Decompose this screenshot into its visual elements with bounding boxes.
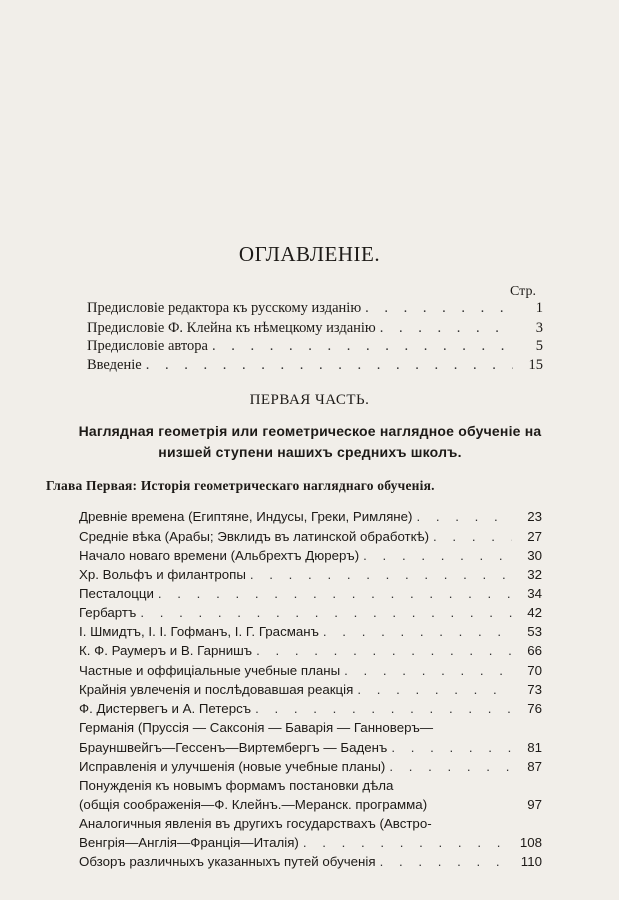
- toc-entry-page: 110: [520, 854, 542, 869]
- dot-leader: [140, 603, 512, 623]
- dot-leader: [391, 738, 512, 758]
- dot-leader: [416, 507, 512, 527]
- toc-entry[interactable]: [79, 546, 542, 566]
- toc-entry-label: Предисловіе автора: [87, 338, 208, 354]
- dot-leader: [256, 641, 512, 661]
- toc-entry-germany-line-1[interactable]: Германія (Пруссія — Саксонія — Баварія — Ганноверъ—: [79, 720, 434, 735]
- toc-entry-label: Песталоцци: [79, 586, 154, 601]
- dot-leader: [389, 757, 512, 777]
- toc-entry[interactable]: [79, 622, 542, 642]
- toc-entry[interactable]: [79, 584, 542, 604]
- toc-entry-page: 32: [527, 567, 542, 582]
- toc-entry-page: 81: [527, 740, 542, 755]
- dot-leader: [380, 318, 513, 338]
- toc-entry[interactable]: [79, 565, 542, 585]
- toc-entry-page: 87: [527, 759, 542, 774]
- toc-entry-page: 53: [527, 624, 542, 639]
- toc-entry-page: 76: [527, 701, 542, 716]
- toc-entry-label: Частные и оффиціальные учебные планы: [79, 663, 341, 678]
- toc-entry[interactable]: [79, 527, 542, 547]
- toc-entry-page: 30: [527, 548, 542, 563]
- dot-leader: [303, 833, 512, 853]
- toc-entry[interactable]: [79, 680, 542, 700]
- dot-leader: [323, 622, 512, 642]
- toc-entry-push-line-2[interactable]: (общія соображенія—Ф. Клейнъ.—Меранск. программа): [79, 797, 428, 812]
- toc-entry-analog-line-1[interactable]: Аналогичныя явленія въ другихъ государствахъ (Австро-: [79, 816, 432, 831]
- toc-entry-page: 70: [527, 663, 542, 678]
- dot-leader: [363, 546, 512, 566]
- toc-entry[interactable]: [79, 852, 542, 872]
- toc-entry-page: 23: [527, 509, 542, 524]
- toc-entry-label: Предисловіе редактора къ русскому изданію: [87, 300, 362, 316]
- toc-entry-label: Гербартъ: [79, 605, 137, 620]
- part-subtitle-line-2: низшей ступени нашихъ среднихъ школъ.: [158, 444, 462, 460]
- dot-leader: [365, 298, 513, 318]
- toc-entry[interactable]: [87, 336, 543, 356]
- toc-entry-page: 5: [535, 338, 543, 354]
- toc-entry-page: 1: [535, 300, 543, 316]
- toc-entry-germany[interactable]: [79, 738, 542, 758]
- toc-entry-label: Введеніе: [87, 357, 142, 373]
- dot-leader: [146, 355, 513, 375]
- toc-entry-label: Венгрія—Англія—Франція—Италія): [79, 835, 299, 850]
- dot-leader: [380, 852, 512, 872]
- toc-entry-label: Хр. Вольфъ и филантропы: [79, 567, 246, 582]
- toc-entry-label: Начало новаго времени (Альбрехтъ Дюреръ): [79, 548, 360, 563]
- toc-entry-page: 27: [527, 529, 542, 544]
- toc-entry-label: Крайнія увлеченія и послѣдовавшая реакція: [79, 682, 354, 697]
- toc-entry-page: 73: [527, 682, 542, 697]
- toc-entry-label: Средніе вѣка (Арабы; Эвклидъ въ латинской обработкѣ): [79, 529, 430, 544]
- toc-entry-analog[interactable]: [79, 833, 542, 853]
- chapter-title: Глава Первая: Исторія геометрическаго нагляднаго обученія.: [46, 478, 435, 493]
- toc-entry[interactable]: [87, 318, 543, 338]
- toc-entry-page: 108: [519, 835, 542, 850]
- toc-entry-page: 66: [527, 643, 542, 658]
- toc-entry-page: 97: [527, 797, 542, 812]
- part-subtitle-line-1: Наглядная геометрія или геометрическое наглядное обученіе на: [78, 423, 542, 439]
- page-column-label: Стр.: [510, 284, 536, 299]
- page-title: ОГЛАВЛЕНІЕ.: [238, 242, 381, 266]
- toc-entry-label: Предисловіе Ф. Клейна къ нѣмецкому изданію: [87, 320, 376, 336]
- dot-leader: [250, 565, 512, 585]
- dot-leader: [212, 336, 513, 356]
- dot-leader: [255, 699, 512, 719]
- dot-leader: [357, 680, 512, 700]
- toc-entry[interactable]: [79, 699, 542, 719]
- toc-entry-label: Брауншвейгъ—Гессенъ—Виртембергъ — Баденъ: [79, 740, 388, 755]
- dot-leader: [158, 584, 512, 604]
- toc-entry[interactable]: [79, 603, 542, 623]
- toc-entry-label: Древніе времена (Египтяне, Индусы, Греки, Римляне): [79, 509, 413, 524]
- toc-entry-label: Обзоръ различныхъ указанныхъ путей обученія: [79, 854, 376, 869]
- toc-entry[interactable]: [87, 298, 543, 318]
- toc-entry-page: 34: [527, 586, 542, 601]
- toc-entry-label: Ф. Дистервегъ и А. Петерсъ: [79, 701, 252, 716]
- dot-leader: [344, 661, 512, 681]
- toc-entry-label: І. Шмидтъ, І. І. Гофманъ, І. Г. Грасманъ: [79, 624, 319, 639]
- toc-entry-page: 15: [528, 357, 543, 373]
- toc-entry[interactable]: [87, 355, 543, 375]
- toc-entry[interactable]: [79, 661, 542, 681]
- toc-entry-label: К. Ф. Раумеръ и В. Гарнишъ: [79, 643, 253, 658]
- toc-entry[interactable]: [79, 757, 542, 777]
- toc-entry[interactable]: [79, 641, 542, 661]
- dot-leader: [433, 527, 512, 547]
- toc-entry[interactable]: [79, 507, 542, 527]
- toc-entry-page: 3: [535, 320, 543, 336]
- toc-entry-label: Исправленія и улучшенія (новые учебные планы): [79, 759, 386, 774]
- part-title: ПЕРВАЯ ЧАСТЬ.: [249, 392, 370, 408]
- toc-entry-page: 42: [527, 605, 542, 620]
- toc-entry-push-line-1[interactable]: Понужденія къ новымъ формамъ постановки дѣла: [79, 778, 394, 793]
